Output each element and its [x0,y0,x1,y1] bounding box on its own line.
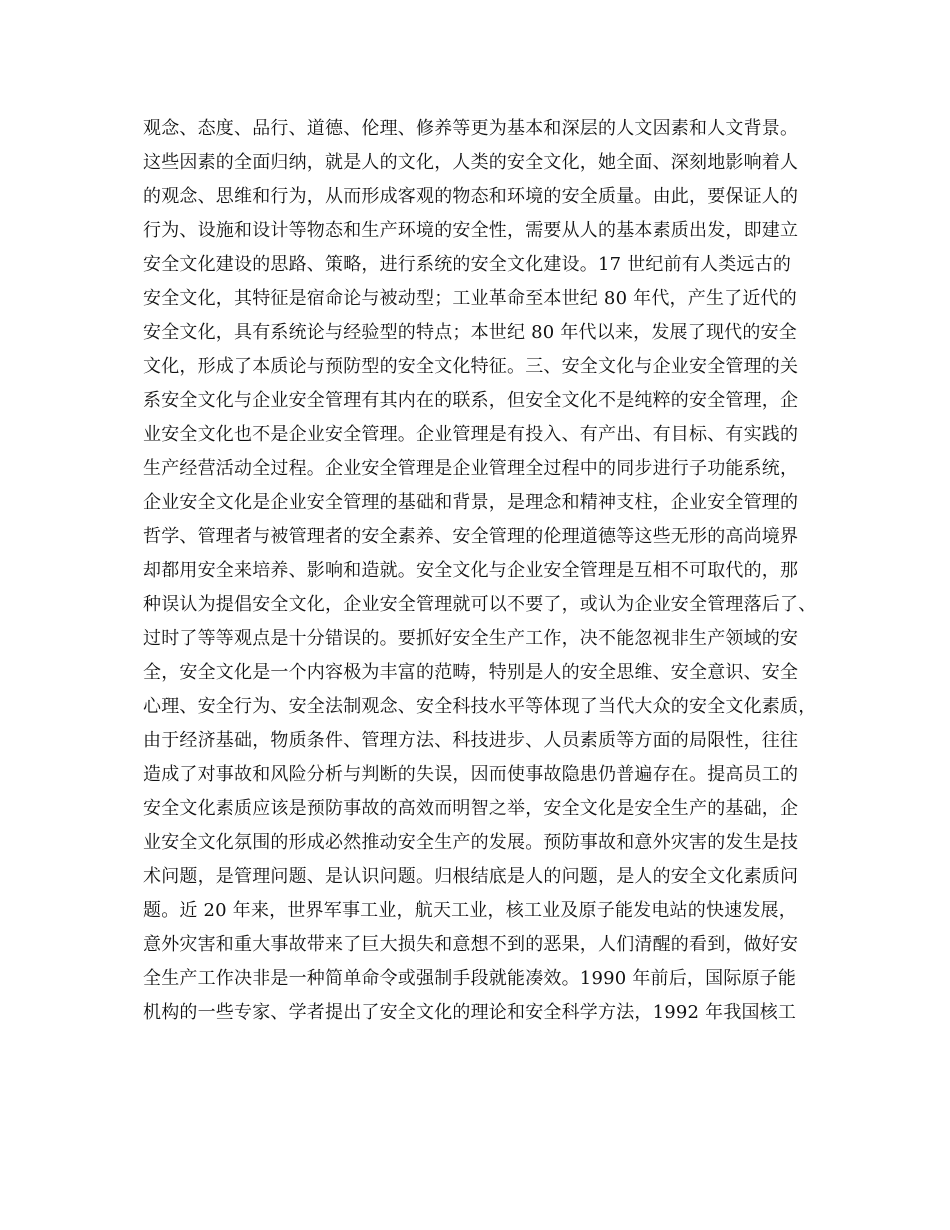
text-line-27: 机构的一些专家、学者提出了安全文化的理论和安全科学方法，1992 年我国核工 [143,1002,797,1023]
text-line-15: 种误认为提倡安全文化，企业安全管理就可以不要了，或认为企业安全管理落后了、 [143,594,817,615]
text-line-8: 文化，形成了本质论与预防型的安全文化特征。三、安全文化与企业安全管理的关 [143,356,799,377]
text-line-17: 全，安全文化是一个内容极为丰富的范畴，特别是人的安全思维、安全意识、安全 [143,662,799,683]
text-line-11: 生产经营活动全过程。企业安全管理是企业管理全过程中的同步进行子功能系统， [143,458,799,479]
text-line-6: 安全文化，其特征是宿命论与被动型；工业革命至本世纪 80 年代，产生了近代的 [143,288,797,309]
text-line-26: 全生产工作决非是一种简单命令或强制手段就能凑效。1990 年前后，国际原子能 [143,968,797,989]
text-line-22: 业安全文化氛围的形成必然推动安全生产的发展。预防事故和意外灾害的发生是技 [143,832,799,853]
text-line-3: 的观念、思维和行为，从而形成客观的物态和环境的安全质量。由此，要保证人的 [143,186,799,207]
text-line-19: 由于经济基础，物质条件、管理方法、科技进步、人员素质等方面的局限性，往往 [143,730,799,751]
text-line-4: 行为、设施和设计等物态和生产环境的安全性，需要从人的基本素质出发，即建立 [143,220,799,241]
text-line-20: 造成了对事故和风险分析与判断的失误，因而使事故隐患仍普遍存在。提高员工的 [143,764,799,785]
text-line-18: 心理、安全行为、安全法制观念、安全科技水平等体现了当代大众的安全文化素质， [143,696,817,717]
text-line-16: 过时了等等观点是十分错误的。要抓好安全生产工作，决不能忽视非生产领域的安 [143,628,799,649]
text-line-23: 术问题，是管理问题、是认识问题。归根结底是人的问题，是人的安全文化素质问 [143,866,799,887]
text-line-7: 安全文化，具有系统论与经验型的特点；本世纪 80 年代以来，发展了现代的安全 [143,322,797,343]
text-line-12: 企业安全文化是企业安全管理的基础和背景，是理念和精神支柱，企业安全管理的 [143,492,799,513]
text-line-10: 业安全文化也不是企业安全管理。企业管理是有投入、有产出、有目标、有实践的 [143,424,799,445]
text-line-2: 这些因素的全面归纳，就是人的文化，人类的安全文化，她全面、深刻地影响着人 [143,152,799,173]
text-line-5: 安全文化建设的思路、策略，进行系统的安全文化建设。17 世纪前有人类远古的 [143,254,792,275]
text-line-13: 哲学、管理者与被管理者的安全素养、安全管理的伦理道德等这些无形的高尚境界 [143,526,799,547]
text-line-14: 却都用安全来培养、影响和造就。安全文化与企业安全管理是互相不可取代的，那 [143,560,799,581]
text-line-25: 意外灾害和重大事故带来了巨大损失和意想不到的恶果，人们清醒的看到，做好安 [143,934,799,955]
body-text [143,112,823,1030]
text-line-9: 系安全文化与企业安全管理有其内在的联系，但安全文化不是纯粹的安全管理，企 [143,390,799,411]
text-line-24: 题。近 20 年来，世界军事工业，航天工业，核工业及原子能发电站的快速发展， [143,900,797,921]
text-line-21: 安全文化素质应该是预防事故的高效而明智之举，安全文化是安全生产的基础，企 [143,798,799,819]
text-line-1: 观念、态度、品行、道德、伦理、修养等更为基本和深层的人文因素和人文背景。 [143,118,799,139]
